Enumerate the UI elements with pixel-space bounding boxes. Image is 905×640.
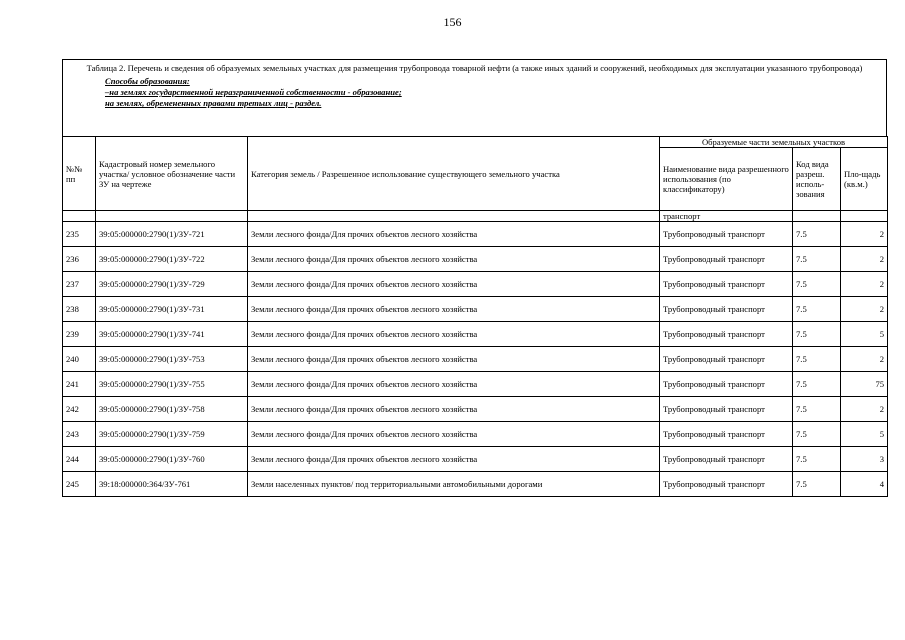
use-code: 7.5 (793, 397, 841, 422)
use-code: 7.5 (793, 222, 841, 247)
land-category: Земли лесного фонда/Для прочих объектов лесного хозяйства (248, 297, 660, 322)
row-number: 245 (63, 472, 96, 497)
header-cadastral: Кадастровый номер земельного участка/ условное обозначение части ЗУ на чертеже (96, 137, 248, 211)
cadastral-number: 39:05:000000:2790(1)/ЗУ-758 (96, 397, 248, 422)
use-code: 7.5 (793, 447, 841, 472)
row-number: 244 (63, 447, 96, 472)
table-row (63, 472, 888, 497)
permitted-use-name: Трубопроводный транспорт (660, 322, 793, 347)
header-use-name: Наименование вида разрешенного использования (по классификатору) (660, 148, 793, 211)
permitted-use-name: Трубопроводный транспорт (660, 422, 793, 447)
header-category: Категория земель / Разрешенное использование существующего земельного участка (248, 137, 660, 211)
permitted-use-name: Трубопроводный транспорт (660, 472, 793, 497)
use-code: 7.5 (793, 322, 841, 347)
table-caption-box (62, 59, 887, 137)
use-code: 7.5 (793, 247, 841, 272)
area-value: 75 (841, 372, 888, 397)
row-number: 238 (63, 297, 96, 322)
area-value: 2 (841, 297, 888, 322)
area-value: 2 (841, 397, 888, 422)
land-category: Земли лесного фонда/Для прочих объектов лесного хозяйства (248, 397, 660, 422)
permitted-use-name: Трубопроводный транспорт (660, 372, 793, 397)
permitted-use-name: Трубопроводный транспорт (660, 397, 793, 422)
formation-methods (105, 76, 886, 109)
land-category: Земли лесного фонда/Для прочих объектов лесного хозяйства (248, 347, 660, 372)
page-number: 156 (443, 15, 462, 29)
land-category: Земли лесного фонда/Для прочих объектов лесного хозяйства (248, 422, 660, 447)
table-row (63, 347, 888, 372)
header-parts-group: Образуемые части земельных участков (660, 137, 888, 148)
table-row (63, 422, 888, 447)
method-item: на землях, обремененных правами третьих лиц - раздел. (105, 98, 322, 108)
table-title: Таблица 2. Перечень и сведения об образуемых земельных участках для размещения трубопровода товарной нефти (а также иных зданий и сооружений, необходимых для эксплуатации указанного трубопровода) (86, 63, 863, 73)
permitted-use-name: Трубопроводный транспорт (660, 272, 793, 297)
continuation-row (63, 211, 888, 222)
row-number: 241 (63, 372, 96, 397)
table-row (63, 272, 888, 297)
area-value: 5 (841, 322, 888, 347)
area-value: 2 (841, 272, 888, 297)
row-number: 240 (63, 347, 96, 372)
area-value: 2 (841, 347, 888, 372)
row-number: 237 (63, 272, 96, 297)
cadastral-number: 39:05:000000:2790(1)/ЗУ-741 (96, 322, 248, 347)
header-code: Код вида разреш. исполь-зования (793, 148, 841, 211)
cadastral-number: 39:05:000000:2790(1)/ЗУ-760 (96, 447, 248, 472)
cadastral-number: 39:05:000000:2790(1)/ЗУ-759 (96, 422, 248, 447)
land-category: Земли лесного фонда/Для прочих объектов лесного хозяйства (248, 222, 660, 247)
use-code: 7.5 (793, 347, 841, 372)
permitted-use-name: Трубопроводный транспорт (660, 347, 793, 372)
land-category: Земли лесного фонда/Для прочих объектов лесного хозяйства (248, 322, 660, 347)
land-category: Земли населенных пунктов/ под территориальными автомобильными дорогами (248, 472, 660, 497)
methods-heading: Способы образования: (105, 76, 190, 86)
use-code: 7.5 (793, 297, 841, 322)
use-code: 7.5 (793, 272, 841, 297)
permitted-use-name: Трубопроводный транспорт (660, 247, 793, 272)
table-row (63, 447, 888, 472)
permitted-use-name: Трубопроводный транспорт (660, 222, 793, 247)
row-number: 243 (63, 422, 96, 447)
land-category: Земли лесного фонда/Для прочих объектов лесного хозяйства (248, 447, 660, 472)
cadastral-number: 39:05:000000:2790(1)/ЗУ-722 (96, 247, 248, 272)
row-number: 239 (63, 322, 96, 347)
row-number: 235 (63, 222, 96, 247)
table-row (63, 247, 888, 272)
permitted-use-name: Трубопроводный транспорт (660, 297, 793, 322)
table-row (63, 222, 888, 247)
cadastral-number: 39:18:000000:364/ЗУ-761 (96, 472, 248, 497)
area-value: 5 (841, 422, 888, 447)
row-number: 242 (63, 397, 96, 422)
land-plots-table (62, 136, 888, 497)
area-value: 2 (841, 222, 888, 247)
table-row (63, 372, 888, 397)
table-row (63, 297, 888, 322)
cadastral-number: 39:05:000000:2790(1)/ЗУ-721 (96, 222, 248, 247)
table-row (63, 397, 888, 422)
continuation-use-name: транспорт (660, 211, 793, 222)
area-value: 3 (841, 447, 888, 472)
permitted-use-name: Трубопроводный транспорт (660, 447, 793, 472)
land-category: Земли лесного фонда/Для прочих объектов лесного хозяйства (248, 272, 660, 297)
land-category: Земли лесного фонда/Для прочих объектов лесного хозяйства (248, 247, 660, 272)
use-code: 7.5 (793, 472, 841, 497)
header-num: №№ пп (63, 137, 96, 211)
cadastral-number: 39:05:000000:2790(1)/ЗУ-731 (96, 297, 248, 322)
table-row (63, 322, 888, 347)
area-value: 2 (841, 247, 888, 272)
use-code: 7.5 (793, 422, 841, 447)
method-item: –на землях государственной неразграниченной собственности - образование; (105, 87, 402, 97)
cadastral-number: 39:05:000000:2790(1)/ЗУ-755 (96, 372, 248, 397)
area-value: 4 (841, 472, 888, 497)
cadastral-number: 39:05:000000:2790(1)/ЗУ-729 (96, 272, 248, 297)
land-category: Земли лесного фонда/Для прочих объектов лесного хозяйства (248, 372, 660, 397)
row-number: 236 (63, 247, 96, 272)
header-area: Пло-щадь (кв.м.) (841, 148, 888, 211)
cadastral-number: 39:05:000000:2790(1)/ЗУ-753 (96, 347, 248, 372)
use-code: 7.5 (793, 372, 841, 397)
